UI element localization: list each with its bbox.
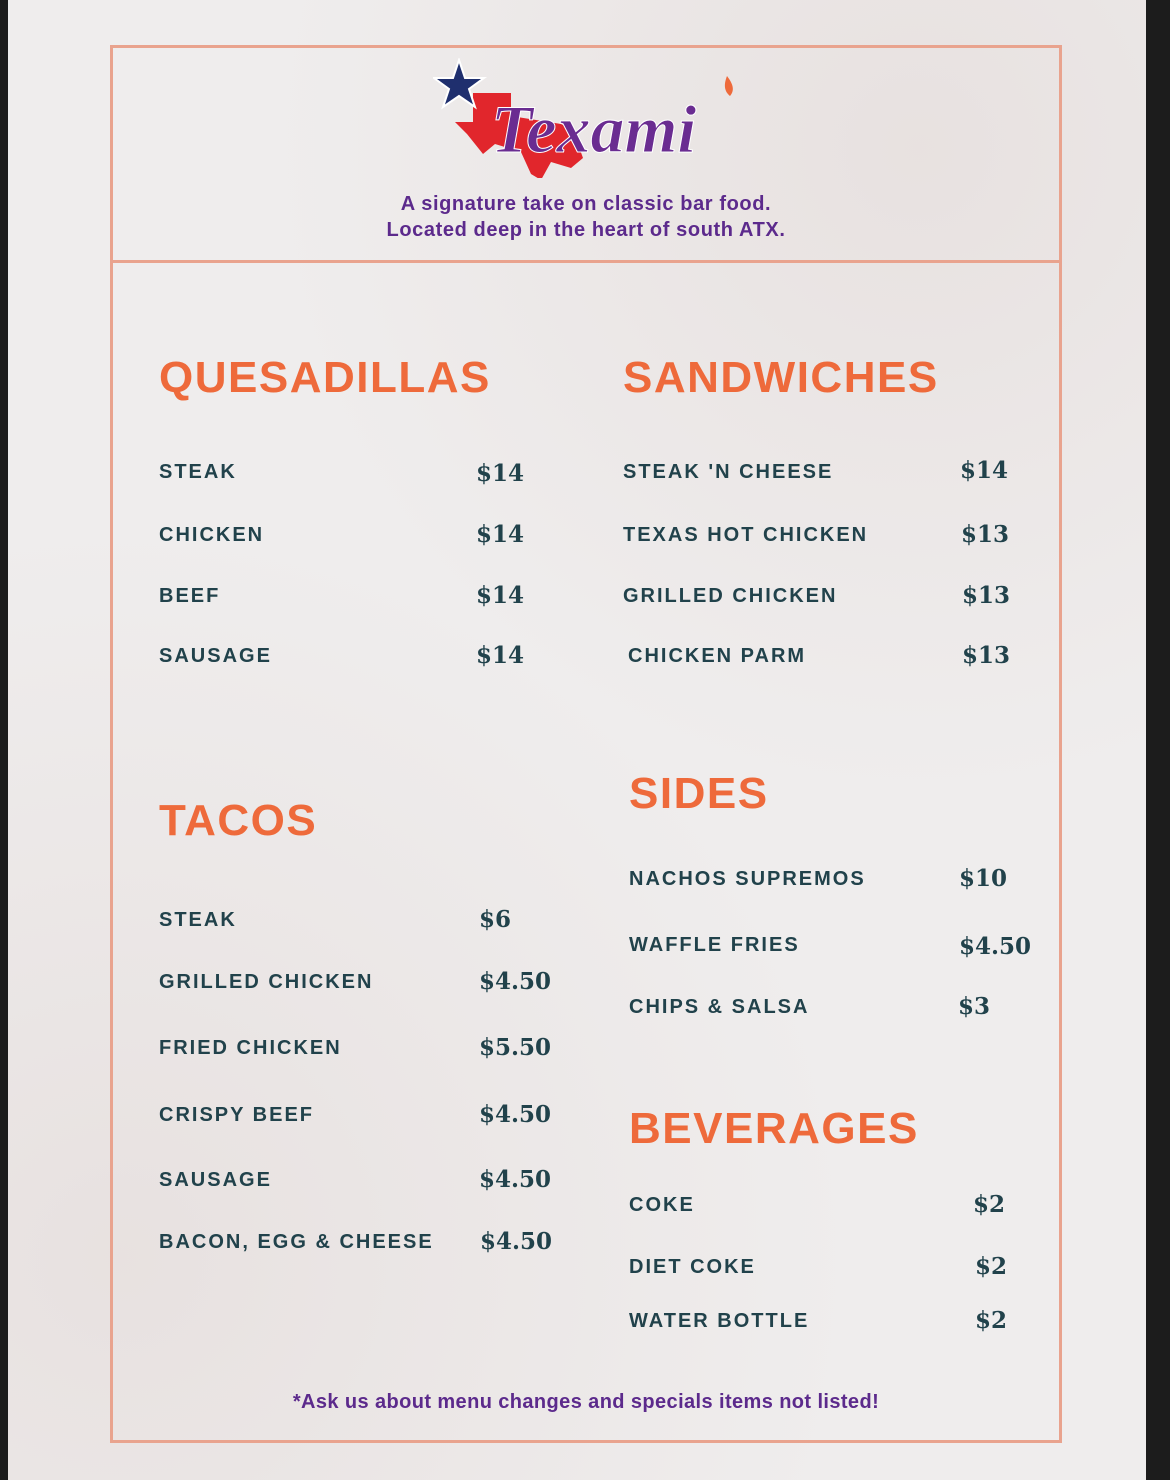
- menu-item-name: CHICKEN PARM: [628, 645, 807, 667]
- section-title-tacos: TACOS: [159, 796, 318, 845]
- footer-note: *Ask us about menu changes and specials items not listed!: [292, 1391, 880, 1413]
- menu-item-price: $4.50: [480, 1228, 553, 1255]
- section-title-sandwiches: SANDWICHES: [623, 353, 939, 402]
- menu-item-price: $13: [961, 521, 1010, 548]
- menu-item-price: $3: [958, 993, 991, 1020]
- menu-item-name: SAUSAGE: [159, 645, 272, 667]
- menu-item-price: $4.50: [479, 1166, 552, 1193]
- menu-item-price: $4.50: [959, 933, 1032, 960]
- menu-item-name: BACON, EGG & CHEESE: [159, 1231, 434, 1253]
- menu-item-name: STEAK 'N CHEESE: [623, 461, 834, 483]
- flame-icon: [725, 76, 733, 96]
- menu-item-price: $6: [479, 906, 512, 933]
- menu-item-price: $14: [960, 457, 1009, 484]
- tagline-line-1: A signature take on classic bar food.: [400, 193, 772, 215]
- menu-item-price: $2: [975, 1307, 1008, 1334]
- menu-item-name: STEAK: [159, 461, 237, 483]
- menu-item-name: TEXAS HOT CHICKEN: [623, 524, 869, 546]
- menu-item-price: $10: [959, 865, 1008, 892]
- menu-item-name: WATER BOTTLE: [629, 1310, 810, 1332]
- menu-item-name: COKE: [629, 1194, 695, 1216]
- menu-item-price: $13: [962, 582, 1011, 609]
- menu-item-price: $14: [476, 460, 525, 487]
- header-divider: [113, 260, 1059, 263]
- menu-item-price: $14: [476, 521, 525, 548]
- menu-item-name: SAUSAGE: [159, 1169, 272, 1191]
- menu-item-price: $2: [973, 1191, 1006, 1218]
- menu-item-price: $2: [975, 1253, 1008, 1280]
- menu-item-name: DIET COKE: [629, 1256, 756, 1278]
- section-title-beverages: BEVERAGES: [629, 1104, 919, 1153]
- menu-item-name: STEAK: [159, 909, 237, 931]
- logo-wordmark: Texami: [491, 91, 697, 167]
- menu-item-name: GRILLED CHICKEN: [623, 585, 838, 607]
- menu-item-name: CHIPS & SALSA: [629, 996, 810, 1018]
- menu-item-price: $14: [476, 642, 525, 669]
- tagline-line-2: Located deep in the heart of south ATX.: [386, 219, 786, 241]
- menu-item-name: CRISPY BEEF: [159, 1104, 314, 1126]
- section-title-quesadillas: QUESADILLAS: [159, 353, 491, 402]
- menu-item-price: $13: [962, 642, 1011, 669]
- menu-item-name: WAFFLE FRIES: [629, 934, 800, 956]
- menu-item-price: $14: [476, 582, 525, 609]
- section-title-sides: SIDES: [629, 769, 769, 818]
- menu-item-name: GRILLED CHICKEN: [159, 971, 374, 993]
- menu-item-name: NACHOS SUPREMOS: [629, 868, 866, 890]
- menu-item-price: $4.50: [479, 1101, 552, 1128]
- menu-frame: [110, 45, 1062, 1443]
- menu-item-name: CHICKEN: [159, 524, 265, 546]
- menu-item-price: $4.50: [479, 968, 552, 995]
- menu-item-name: FRIED CHICKEN: [159, 1037, 342, 1059]
- menu-item-price: $5.50: [479, 1034, 552, 1061]
- texami-logo: [433, 58, 743, 178]
- menu-item-name: BEEF: [159, 585, 221, 607]
- menu-page: [8, 0, 1146, 1480]
